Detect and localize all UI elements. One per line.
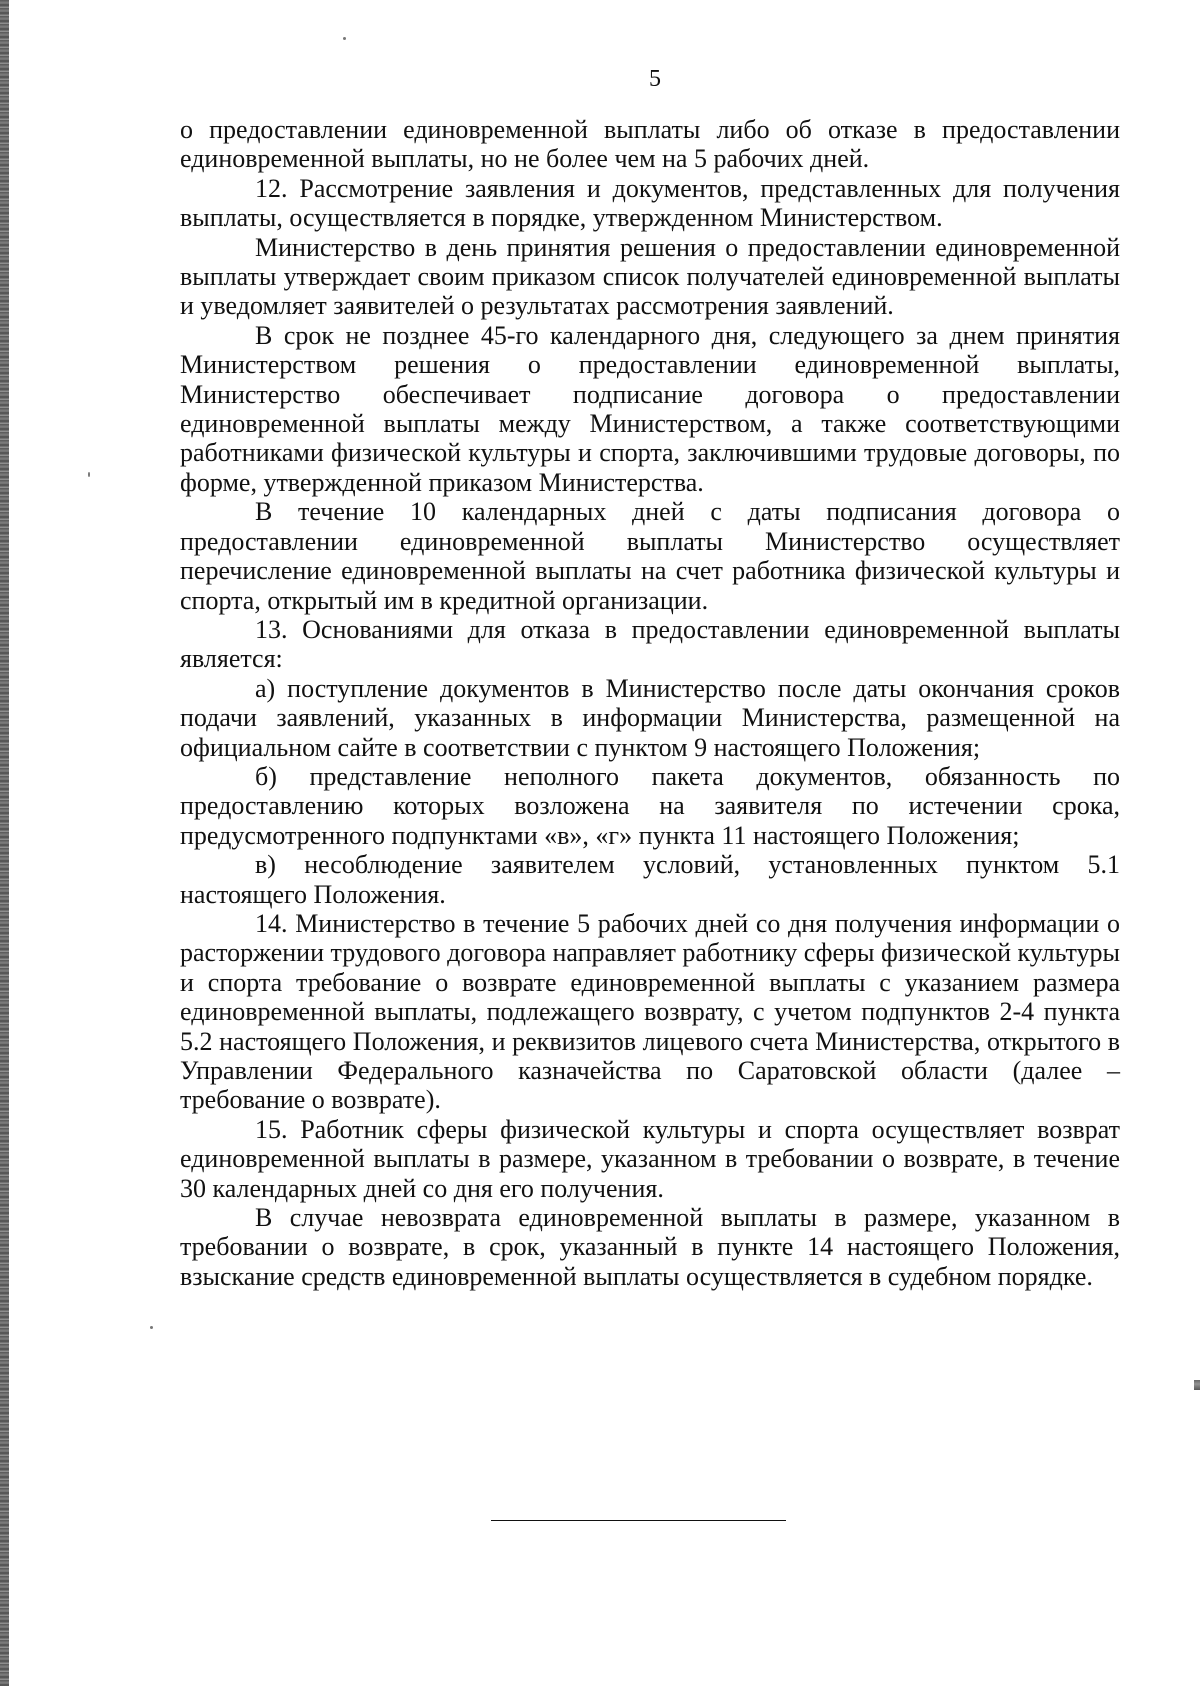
scan-shadow-right [1194, 0, 1200, 1686]
paragraph-item-13-v: в) несоблюдение заявителем условий, установленных пунктом 5.1 настоящего Положения. [180, 850, 1120, 909]
paragraph-continuation: о предоставлении единовременной выплаты либо об отказе в предоставлении единовременной выплаты, но не более чем на 5 рабочих дней. [180, 115, 1120, 174]
scan-speck [88, 472, 90, 477]
paragraph-payment-transfer: В течение 10 календарных дней с даты подписания договора о предоставлении единовременной выплаты Министерство осуществляет перечисление единовременной выплаты на счет работника физической культуры и спорта, открытый им в кредитной организации. [180, 497, 1120, 615]
paragraph-item-15: 15. Работник сферы физической культуры и спорта осуществляет возврат единовременной выплаты в размере, указанном в требовании о возврате, в течение 30 календарных дней со дня его получения. [180, 1114, 1120, 1203]
paragraph-recipients-list: Министерство в день принятия решения о предоставлении единовременной выплаты утверждает своим приказом список получателей единовременной выплаты и уведомляет заявителей о результатах рассмотрения заявлений. [180, 232, 1120, 321]
paragraph-court-recovery: В случае невозврата единовременной выплаты в размере, указанном в требовании о возврате, в срок, указанный в пункте 14 настоящего Положения, взыскание средств единовременной выплаты осуществляется в судебном порядке. [180, 1203, 1120, 1291]
scan-speck [343, 37, 346, 40]
scan-speck [150, 1326, 153, 1329]
paragraph-item-12: 12. Рассмотрение заявления и документов, представленных для получения выплаты, осуществляется в порядке, утвержденном Министерством. [180, 173, 1120, 233]
end-of-document-rule [491, 1520, 786, 1521]
paragraph-item-13-b: б) представление неполного пакета документов, обязанность по предоставлению которых возложена на заявителя по истечении срока, предусмотренного подпунктами «в», «г» пункта 11 настоящего Положения; [180, 761, 1120, 850]
paragraph-item-13-a: а) поступление документов в Министерство после даты окончания сроков подачи заявлений, указанных в информации Министерства, размещенной на официальном сайте в соответствии с пунктом 9 настоящего Положения; [180, 673, 1120, 762]
page-number: 5 [649, 66, 661, 92]
document-body [180, 115, 1120, 1291]
scan-shadow-left [0, 0, 9, 1686]
paragraph-item-13: 13. Основаниями для отказа в предоставлении единовременной выплаты является: [180, 614, 1120, 674]
paragraph-contract-signing: В срок не позднее 45-го календарного дня, следующего за днем принятия Министерством решения о предоставлении единовременной выплаты, Министерство обеспечивает подписание договора о предоставлении единовременной выплаты между Министерством, а также соответствующими работниками физической культуры и спорта, заключившими трудовые договоры, по форме, утвержденной приказом Министерства. [180, 320, 1120, 497]
paragraph-item-14: 14. Министерство в течение 5 рабочих дней со дня получения информации о расторжении трудового договора направляет работнику сферы физической культуры и спорта требование о возврате единовременной выплаты с указанием размера единовременной выплаты, подлежащего возврату, с учетом подпунктов 2-4 пункта 5.2 настоящего Положения, и реквизитов лицевого счета Министерства, открытого в Управлении Федерального казначейства по Саратовской области (далее – требование о возврате). [180, 908, 1120, 1115]
